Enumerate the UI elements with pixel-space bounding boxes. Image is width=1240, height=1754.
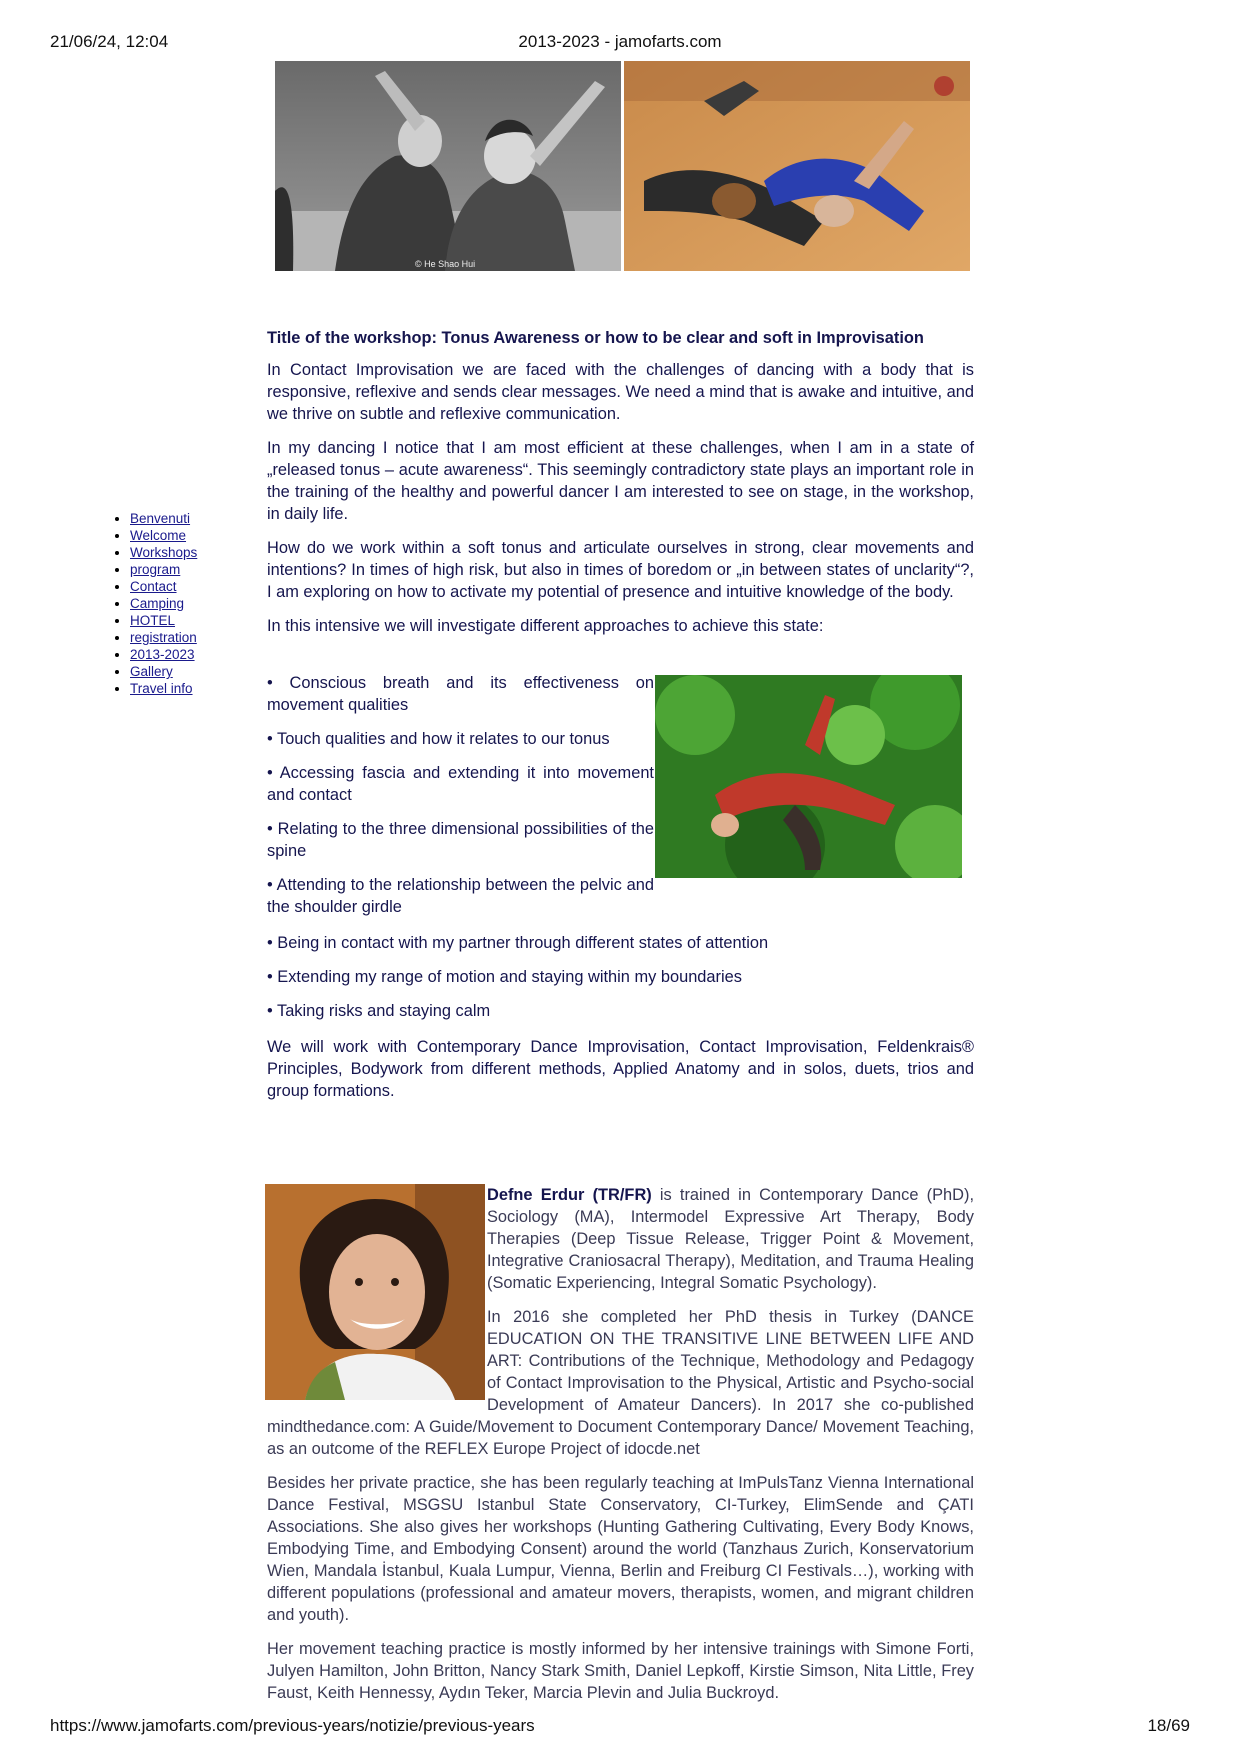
teacher-portrait [265, 1184, 485, 1400]
page-url: https://www.jamofarts.com/previous-years/notizie/previous-years [50, 1716, 535, 1735]
bio-paragraph: Besides her private practice, she has been regularly teaching at ImPulsTanz Vienna International Dance Festival, MSGSU Istanbul State Conservatory, CI-Turkey, ElimSende and ÇATI Associations. She also gives her workshops (Hunting Gathering Cultivating, Every Body Knows, Embodying Time, and Embodying Consent) around the world (Tanzhaus Zurich, Konservatorium Wien, Mandala İstanbul, Kuala Lumpur, Vienna, Berlin and Freiburg CI Festivals…), working with different populations (professional and amateur movers, therapists, women, and migrant children and youth). [267, 1474, 974, 1624]
workshop-paragraph: In my dancing I notice that I am most efficient at these challenges, when I am in a state of „released tonus – acute awareness“. This seemingly contradictory state plays an important role in the training of the healthy and powerful dancer I am interested to see on stage, in the workshop, in daily life. [267, 439, 974, 523]
bullet-item: • Conscious breath and its effectiveness on movement qualities [267, 674, 654, 714]
sidebar-nav [108, 510, 197, 697]
workshop-closing: We will work with Contemporary Dance Improvisation, Contact Improvisation, Feldenkrais® Principles, Bodywork from different methods, Applied Anatomy and in solos, duets, trios and group formations. [267, 1038, 974, 1100]
bullet-item: • Accessing fascia and extending it into movement and contact [267, 764, 654, 804]
nav-link-contact[interactable]: Contact [130, 579, 177, 594]
workshop-bullets-continued [267, 932, 974, 1034]
teacher-name: Defne Erdur (TR/FR) [487, 1186, 652, 1204]
workshop-paragraph: In Contact Improvisation we are faced with the challenges of dancing with a body that is responsive, reflexive and sends clear messages. We need a mind that is awake and intuitive, and we thrive on subtle and reflexive communication. [267, 361, 974, 423]
teacher-bio [267, 1184, 974, 1716]
nav-link-program[interactable]: program [130, 562, 181, 577]
dance-photo-bw [275, 61, 621, 271]
nav-item-contact [130, 578, 197, 595]
nav-item-welcome [130, 527, 197, 544]
page-title: 2013-2023 - jamofarts.com [518, 32, 722, 51]
workshop-description [267, 320, 974, 649]
workshop-paragraph: How do we work within a soft tonus and articulate ourselves in strong, clear movements and intentions? In times of high risk, but also in times of boredom or „in between states of unclarity“?, I am exploring on how to activate my potential of presence and intuitive knowledge of the body. [267, 539, 974, 601]
print-date: 21/06/24, 12:04 [50, 32, 169, 51]
nav-item-gallery [130, 663, 197, 680]
nav-link-2013-2023[interactable]: 2013-2023 [130, 647, 195, 662]
workshop-bullets [267, 672, 654, 930]
nav-link-benvenuti[interactable]: Benvenuti [130, 511, 191, 526]
nav-item-hotel [130, 612, 197, 629]
workshop-title: Title of the workshop: Tonus Awareness or how to be clear and soft in Improvisation [267, 329, 924, 347]
bullet-item: • Touch qualities and how it relates to our tonus [267, 730, 610, 748]
nav-link-workshops[interactable]: Workshops [130, 545, 198, 560]
nav-item-camping [130, 595, 197, 612]
bullet-item: • Being in contact with my partner through different states of attention [267, 934, 769, 952]
workshop-paragraph: In this intensive we will investigate different approaches to achieve this state: [267, 617, 824, 635]
nav-link-travel-info[interactable]: Travel info [130, 681, 193, 696]
nav-item-registration [130, 629, 197, 646]
nav-item-2013-2023 [130, 646, 197, 663]
bio-intro-text: is trained in Contemporary Dance (PhD), Sociology (MA), Intermodel Expressive Art Therapy, Body Therapies (Deep Tissue Release, Trigger Point & Movement, Integrative Craniosacral Therapy), Meditation, and Trauma Healing (Somatic Experiencing, Integral Somatic Psychology). [487, 1186, 975, 1292]
bullet-item: • Extending my range of motion and staying within my boundaries [267, 968, 742, 986]
page-number: 18/69 [1147, 1716, 1190, 1735]
photo-credit: © He Shao Hui [415, 259, 476, 269]
bullet-item: • Taking risks and staying calm [267, 1002, 491, 1020]
nav-link-welcome[interactable]: Welcome [130, 528, 187, 543]
bio-paragraph: In 2016 she completed her PhD thesis in Turkey (DANCE EDUCATION ON THE TRANSITIVE LINE BETWEEN LIFE AND ART: Contributions of the Technique, Methodology and Pedagogy of Contact Improvisation to the Physical, Artistic and Psycho-social Development of Amateur Dancers). In 2017 she co-published mindthedance.com: A Guide/Movement to Document Contemporary Dance/ Movement Teaching, as an outcome of the REFLEX Europe Project of idocde.net [267, 1308, 974, 1458]
forest-dance-photo [655, 675, 962, 878]
nav-link-gallery[interactable]: Gallery [130, 664, 173, 679]
nav-item-travel-info [130, 680, 197, 697]
dance-photo-color [624, 61, 970, 271]
bullet-item: • Attending to the relationship between the pelvic and the shoulder girdle [267, 876, 654, 916]
bullet-item: • Relating to the three dimensional possibilities of the spine [267, 820, 654, 860]
bio-paragraph: Her movement teaching practice is mostly informed by her intensive trainings with Simone Forti, Julyen Hamilton, John Britton, Nancy Stark Smith, Daniel Lepkoff, Kirstie Simson, Nita Little, Frey Faust, Keith Hennessy, Aydın Teker, Marcia Plevin and Julia Buckroyd. [267, 1640, 974, 1702]
nav-item-benvenuti [130, 510, 197, 527]
nav-item-program [130, 561, 197, 578]
nav-link-hotel[interactable]: HOTEL [130, 613, 176, 628]
nav-item-workshops [130, 544, 197, 561]
nav-link-registration[interactable]: registration [130, 630, 197, 645]
nav-link-camping[interactable]: Camping [130, 596, 185, 611]
